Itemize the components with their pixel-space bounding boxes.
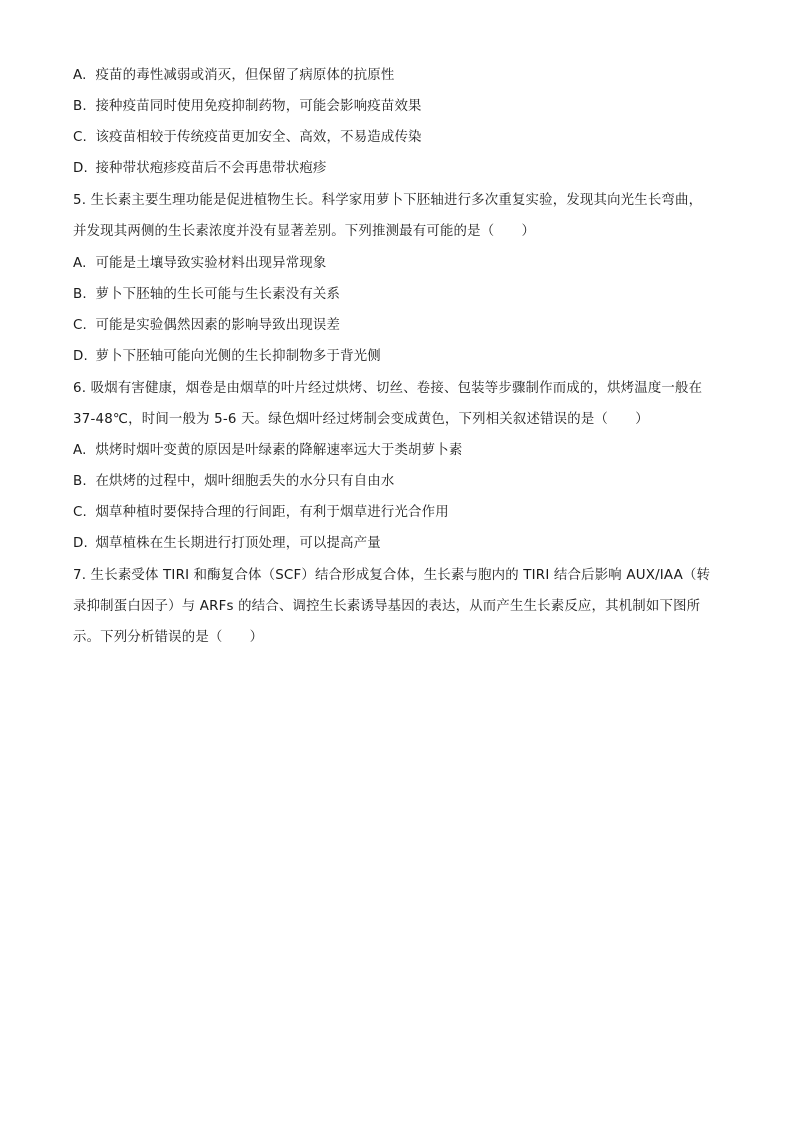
q7-stem-line-1: 7. 生长素受体 TIRI 和酶复合体（SCF）结合形成复合体，生长素与胞内的 TIRI 结合后影响 AUX/IAA（转 <box>73 568 711 583</box>
q7-stem-line-2: 录抑制蛋白因子）与 ARFs 的结合、调控生长素诱导基因的表达，从而产生生长素反应，其机制如下图所 <box>73 599 701 614</box>
q5-option-b <box>73 286 733 304</box>
q4-option-d <box>73 160 733 178</box>
option-letter: B. <box>73 99 87 114</box>
option-text: 在烘烤的过程中，烟叶细胞丢失的水分只有自由水 <box>95 474 395 489</box>
q6-option-a <box>73 442 733 460</box>
option-text: 疫苗的毒性减弱或消灭，但保留了病原体的抗原性 <box>95 68 395 83</box>
option-text: 可能是实验偶然因素的影响导致出现误差 <box>95 318 341 333</box>
option-letter: D. <box>73 161 88 176</box>
option-letter: C. <box>73 318 88 333</box>
q6-option-b <box>73 473 733 491</box>
option-letter: B. <box>73 287 87 302</box>
option-letter: B. <box>73 474 87 489</box>
option-letter: A. <box>73 68 87 83</box>
option-letter: C. <box>73 505 88 520</box>
option-text: 烟草植株在生长期进行打顶处理，可以提高产量 <box>95 536 381 551</box>
q5-option-c <box>73 317 733 335</box>
option-letter: D. <box>73 536 88 551</box>
option-text: 接种疫苗同时使用免疫抑制药物，可能会影响疫苗效果 <box>95 99 422 114</box>
q5-option-d <box>73 348 733 366</box>
q7-stem-line-3: 示。下列分析错误的是（ ） <box>73 630 264 645</box>
q5-option-a <box>73 255 733 273</box>
option-text: 接种带状疱疹疫苗后不会再患带状疱疹 <box>95 161 327 176</box>
option-text: 萝卜下胚轴可能向光侧的生长抑制物多于背光侧 <box>95 349 381 364</box>
q6-option-c <box>73 504 733 522</box>
q5-stem-line-1: 5. 生长素主要生理功能是促进植物生长。科学家用萝卜下胚轴进行多次重复实验，发现其向光生长弯曲， <box>73 193 703 208</box>
q5-stem-line-2: 并发现其两侧的生长素浓度并没有显著差别。下列推测最有可能的是（ ） <box>73 224 536 239</box>
option-letter: D. <box>73 349 88 364</box>
option-text: 可能是土壤导致实验材料出现异常现象 <box>95 256 327 271</box>
option-text: 萝卜下胚轴的生长可能与生长素没有关系 <box>95 287 341 302</box>
q4-option-b <box>73 98 733 116</box>
option-letter: A. <box>73 256 87 271</box>
q4-option-c <box>73 129 733 147</box>
option-text: 烘烤时烟叶变黄的原因是叶绿素的降解速率远大于类胡萝卜素 <box>95 443 463 458</box>
option-text: 烟草种植时要保持合理的行间距，有利于烟草进行光合作用 <box>95 505 449 520</box>
option-text: 该疫苗相较于传统疫苗更加安全、高效，不易造成传染 <box>95 130 422 145</box>
option-letter: A. <box>73 443 87 458</box>
q6-option-d <box>73 535 733 553</box>
q4-option-a <box>73 67 733 85</box>
q6-stem-line-2: 37-48℃，时间一般为 5-6 天。绿色烟叶经过烤制会变成黄色，下列相关叙述错误的是（ ） <box>73 412 649 427</box>
option-letter: C. <box>73 130 88 145</box>
q6-stem-line-1: 6. 吸烟有害健康，烟卷是由烟草的叶片经过烘烤、切丝、卷接、包装等步骤制作而成的，烘烤温度一般在 <box>73 381 703 396</box>
